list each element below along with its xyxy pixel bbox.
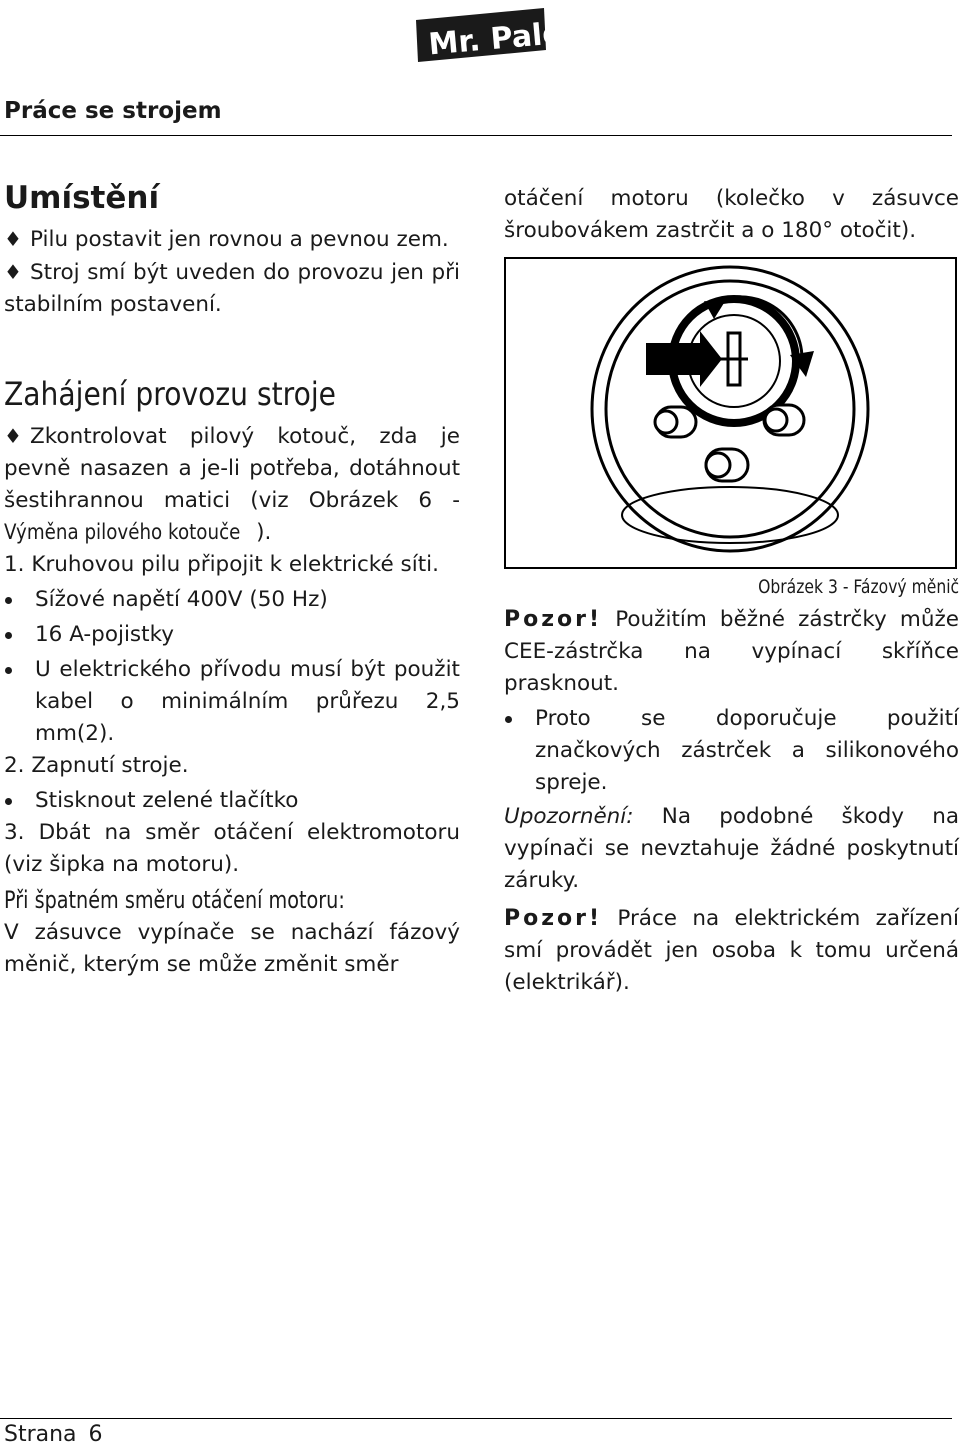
warning-2: Pozor! Práce na elektrickém zařízení smí provádět jen osoba k tomu určená (elektrikář). [504, 906, 959, 995]
step-1-bullets [4, 584, 460, 750]
warning-label: Pozor! [504, 906, 603, 931]
notice-label: Upozornění: [504, 804, 634, 829]
step-1: 1. Kruhovou pilu připojit k elektrické síti. [4, 551, 439, 577]
wrong-direction-text: V zásuvce vypínače se nachází fázový měnič, kterým se může změnit směr [4, 919, 460, 977]
section-title: Práce se strojem [4, 98, 222, 124]
placement-heading: Umístění [4, 180, 160, 216]
notice: Upozornění: Na podobné škody na vypínači se nevztahuje žádné poskytnutí záruky. [504, 804, 959, 893]
list-item: 16 A-pojistky [4, 619, 460, 651]
page-number: 6 [88, 1422, 103, 1447]
step-3: 3. Dbát na směr otáčení elektromotoru (viz šipka na motoru). [4, 819, 460, 877]
phase-converter-figure [504, 257, 957, 569]
placement-item: ♦ Pilu postavit jen rovnou a pevnou zem. [4, 223, 460, 256]
warning-1: Pozor! Použitím běžné zástrčky může CEE-zástrčka na vypínací skříňce prasknout. [504, 607, 960, 696]
step-2-bullets [4, 785, 460, 817]
header-divider [0, 135, 952, 136]
right-column [504, 183, 959, 999]
brand-logo [414, 8, 587, 63]
step-2: 2. Zapnutí stroje. [4, 752, 189, 778]
list-item: Proto se doporučuje použití značkových zástrček a silikonového spreje. [504, 703, 959, 799]
list-item: U elektrického přívodu musí být použit kabel o minimálním průřezu 2,5 mm(2). [4, 654, 460, 750]
warning-1-bullets [504, 703, 959, 799]
diamond-bullet-icon: ♦ [4, 423, 22, 448]
left-column [4, 180, 460, 981]
page-footer [4, 1422, 103, 1447]
figure-reference: Výměna pilového kotouče [4, 519, 241, 545]
continuation-text: otáčení motoru (kolečko v zásuvce šroubovákem zastrčit a o 180° otočit). [504, 186, 959, 243]
diamond-bullet-icon: ♦ [4, 227, 22, 252]
phase-converter-illustration [506, 259, 955, 567]
list-item: Sížové napětí 400V (50 Hz) [4, 584, 460, 616]
placement-item: ♦ Stroj smí být uveden do provozu jen při stabilním postavení. [4, 256, 460, 321]
warning-label: Pozor! [504, 607, 603, 632]
check-item: ♦ Zkontrolovat pilový kotouč, zda je pevně nasazen a je-li potřeba, dotáhnout šestihrannou matici (viz Obrázek 6 - Výměna pilového kotouče ). [4, 420, 460, 549]
figure-caption: Obrázek 3 - Fázový měnič [757, 576, 959, 598]
diamond-bullet-icon: ♦ [4, 260, 22, 285]
list-item: Stisknout zelené tlačítko [4, 785, 460, 817]
startup-heading: Zahájení provozu stroje [4, 375, 337, 414]
page-label: Strana [4, 1422, 77, 1447]
logo-text: Mr. Paldu [427, 14, 587, 63]
footer-divider [0, 1418, 952, 1419]
wrong-direction-heading: Při špatném směru otáčení motoru: [4, 885, 345, 914]
